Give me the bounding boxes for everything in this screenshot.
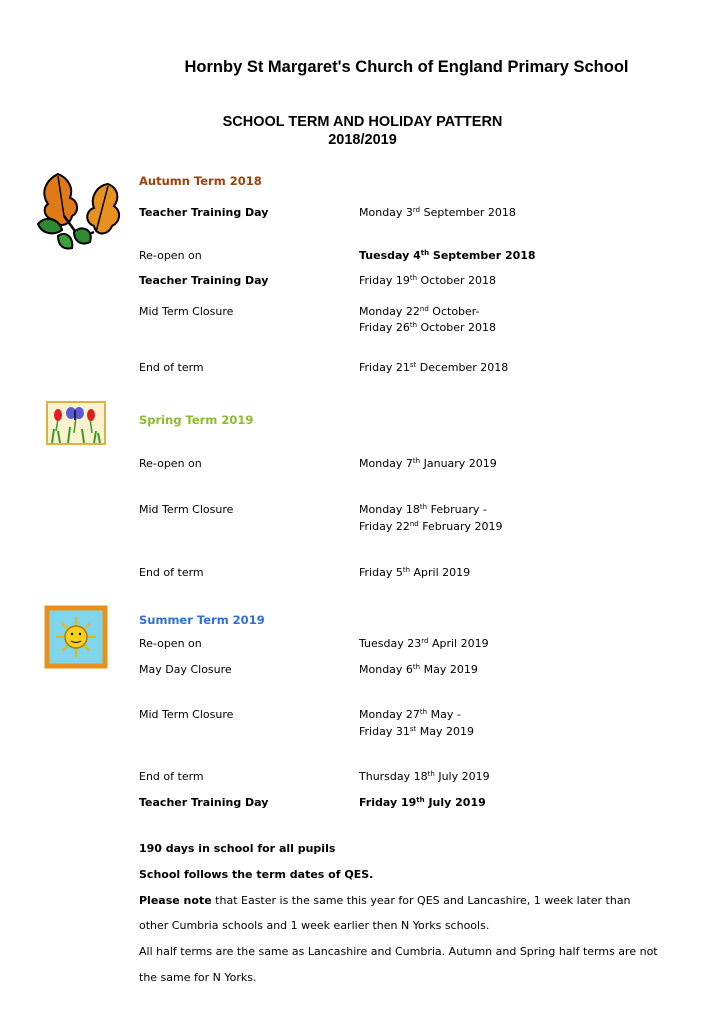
summer-row-label: May Day Closure xyxy=(139,663,232,676)
summer-row-value-2: Friday 31st May 2019 xyxy=(359,725,474,738)
autumn-row-value-2: Friday 26th October 2018 xyxy=(359,321,497,334)
autumn-row-value: Friday 21st December 2018 xyxy=(359,361,509,374)
note-days: 190 days in school for all pupils xyxy=(139,842,336,855)
spring-row-value: Friday 5th April 2019 xyxy=(359,566,471,579)
spring-row-label: End of term xyxy=(139,566,204,579)
summer-row-label: Re-open on xyxy=(139,637,202,650)
autumn-row-value: Monday 22nd October- xyxy=(359,305,480,318)
sun-icon xyxy=(44,605,108,669)
spring-row-label: Mid Term Closure xyxy=(139,503,234,516)
summer-row-value: Thursday 18th July 2019 xyxy=(359,770,490,783)
summer-row-value: Monday 6th May 2019 xyxy=(359,663,478,676)
title-line: SCHOOL TERM AND HOLIDAY PATTERN xyxy=(222,114,503,130)
autumn-row-label: Teacher Training Day xyxy=(139,206,269,219)
note-line-3: All half terms are the same as Lancashire and Cumbria. Autumn and Spring half terms are not xyxy=(139,945,658,958)
note-line-4: the same for N Yorks. xyxy=(139,971,257,984)
note-please: Please note that Easter is the same this year for QES and Lancashire, 1 week later than xyxy=(139,894,631,907)
summer-row-value: Friday 19th July 2019 xyxy=(359,796,486,809)
spring-row-value-2: Friday 22nd February 2019 xyxy=(359,520,503,533)
school-name: Hornby St Margaret's Church of England Primary School xyxy=(184,58,629,76)
summer-row-label: End of term xyxy=(139,770,204,783)
spring-row-value: Monday 7th January 2019 xyxy=(359,457,497,470)
year-line: 2018/2019 xyxy=(328,132,397,148)
autumn-row-value: Tuesday 4th September 2018 xyxy=(359,249,536,262)
summer-row-value: Tuesday 23rd April 2019 xyxy=(359,637,489,650)
autumn-leaves-icon xyxy=(28,170,128,252)
summer-row-value: Monday 27th May - xyxy=(359,708,461,721)
autumn-row-label: Re-open on xyxy=(139,249,202,262)
note-line-2: other Cumbria schools and 1 week earlier then N Yorks schools. xyxy=(139,919,490,932)
autumn-term-title: Autumn Term 2018 xyxy=(139,174,262,188)
autumn-row-value: Monday 3rd September 2018 xyxy=(359,206,516,219)
autumn-row-label: Teacher Training Day xyxy=(139,274,269,287)
spring-row-value: Monday 18th February - xyxy=(359,503,487,516)
autumn-row-label: Mid Term Closure xyxy=(139,305,234,318)
spring-row-label: Re-open on xyxy=(139,457,202,470)
autumn-row-value: Friday 19th October 2018 xyxy=(359,274,497,287)
spring-term-title: Spring Term 2019 xyxy=(139,413,254,427)
note-follows: School follows the term dates of QES. xyxy=(139,868,374,881)
summer-row-label: Teacher Training Day xyxy=(139,796,269,809)
autumn-row-label: End of term xyxy=(139,361,204,374)
summer-row-label: Mid Term Closure xyxy=(139,708,234,721)
page-title xyxy=(0,113,725,149)
spring-flowers-icon xyxy=(46,401,106,445)
summer-term-title: Summer Term 2019 xyxy=(139,613,265,627)
